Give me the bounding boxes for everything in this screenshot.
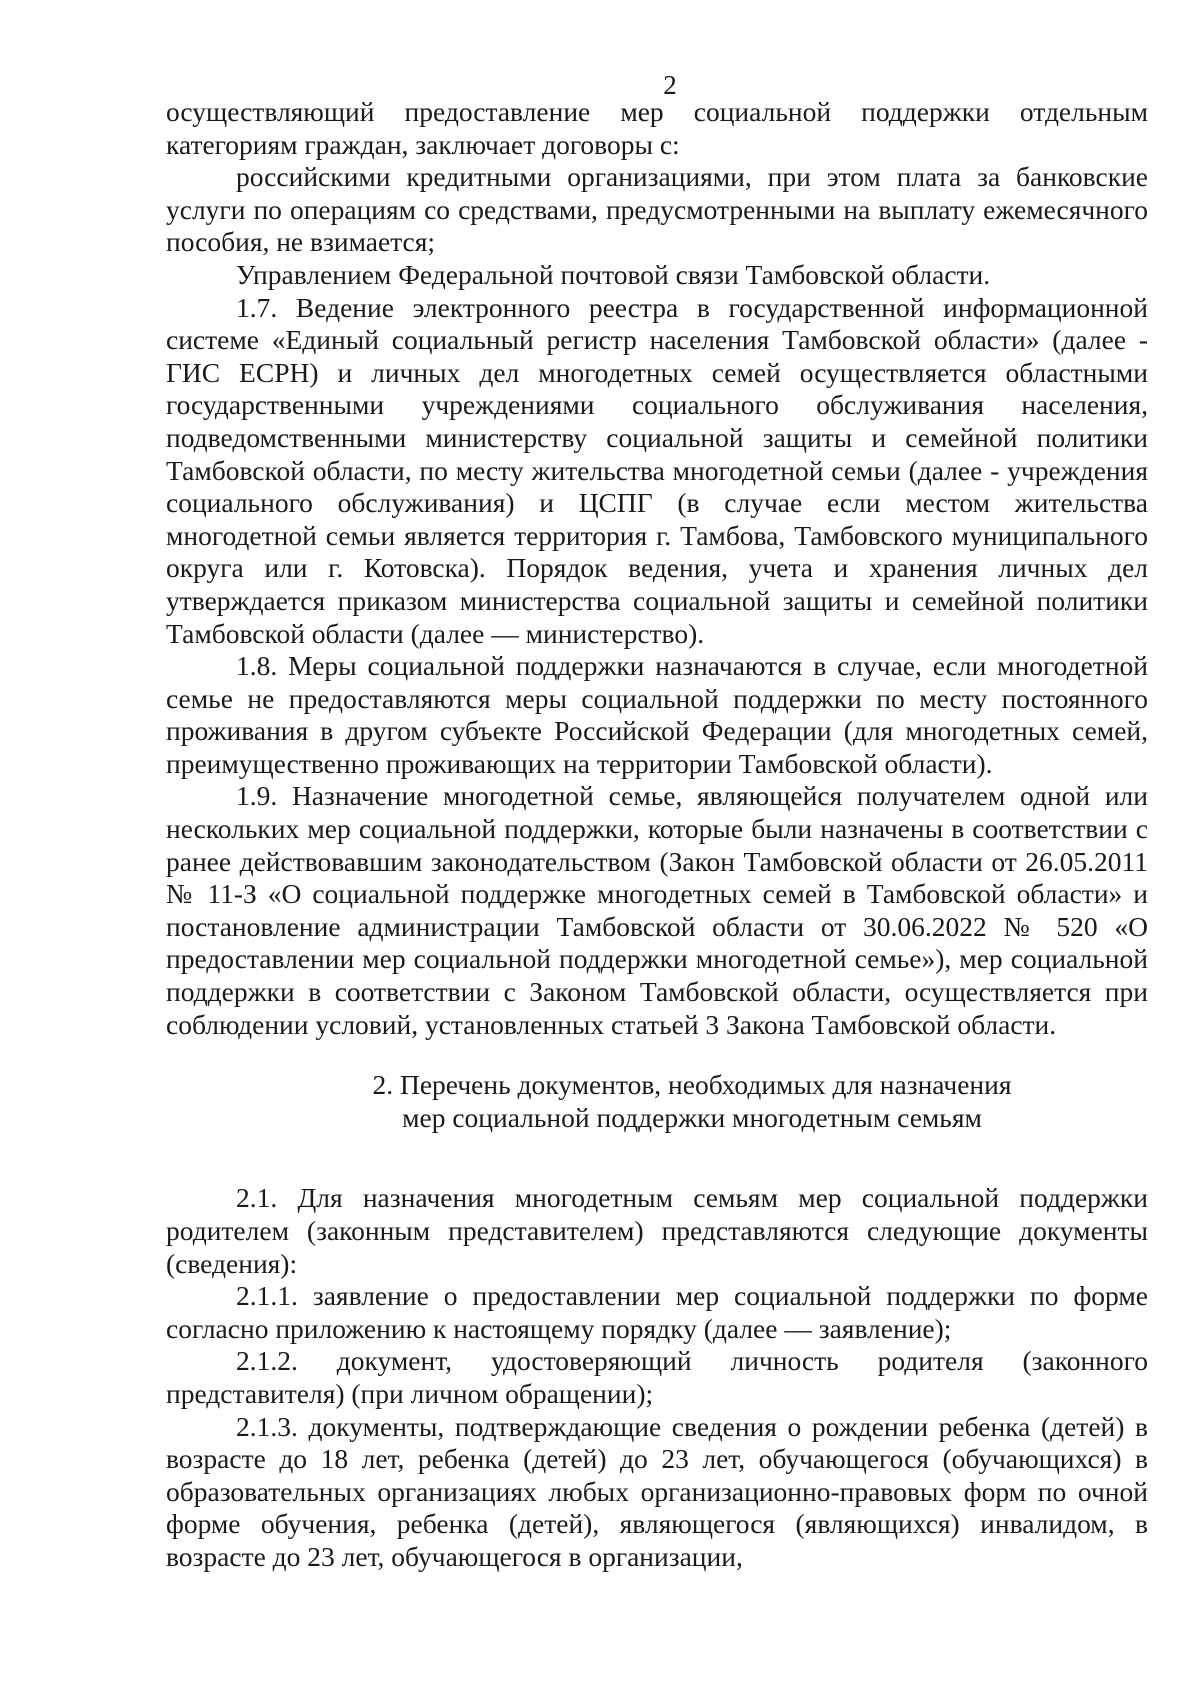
section-heading-line-2: мер социальной поддержки многодетным семьям — [402, 1101, 982, 1133]
paragraph-2-1-1: 2.1.1. заявление о предоставлении мер социальной поддержки по форме согласно приложению к настоящему порядку (далее — заявление); — [166, 1280, 1148, 1344]
section-heading — [166, 1069, 1148, 1134]
paragraph-credit-organizations: российскими кредитными организациями, при этом плата за банковские услуги по операциям со средствами, предусмотренными на выплату ежемесячного пособия, не взимается; — [166, 161, 1148, 258]
paragraph-1-9: 1.9. Назначение многодетной семье, являющейся получателем одной или нескольких мер социальной поддержки, которые были назначены в соответствии с ранее действовавшим законодательством (Закон Тамбовской области от 26.05.2011 № 11-З «О социальной поддержке многодетных семей в Тамбовской области» и постановление администрации Тамбовской области от 30.06.2022 № 520 «О предоставлении мер социальной поддержки многодетной семье»), мер социальной поддержки в соответствии с Законом Тамбовской области, осуществляется при соблюдении условий, установленных статьей 3 Закона Тамбовской области. — [166, 780, 1148, 1040]
paragraph-2-1-2: 2.1.2. документ, удостоверяющий личность родителя (законного представителя) (при личном обращении); — [166, 1345, 1148, 1409]
paragraph-1-8: 1.8. Меры социальной поддержки назначаются в случае, если многодетной семье не предоставляются меры социальной поддержки по месту постоянного проживания в другом субъекте Российской Федерации (для многодетных семей, преимущественно проживающих на территории Тамбовской области). — [166, 650, 1148, 779]
page-number: 2 — [663, 70, 677, 100]
section-heading-line-1: 2. Перечень документов, необходимых для назначения — [372, 1069, 1012, 1101]
document-body — [166, 96, 1148, 1574]
paragraph-1-7: 1.7. Ведение электронного реестра в государственной информационной системе «Единый социальный регистр населения Тамбовской области» (далее - ГИС ЕСРН) и личных дел многодетных семей осуществляется областными государственными учреждениями социального обслуживания населения, подведомственными министерству социальной защиты и семейной политики Тамбовской области, по месту жительства многодетной семьи (далее - учреждения социального обслуживания) и ЦСПГ (в случае если местом жительства многодетной семьи является территория г. Тамбова, Тамбовского муниципального округа или г. Котовска). Порядок ведения, учета и хранения личных дел утверждается приказом министерства социальной защиты и семейной политики Тамбовской области (далее — министерство). — [166, 291, 1148, 649]
paragraph-continuation: осуществляющий предоставление мер социальной поддержки отдельным категориям граждан, заключает договоры с: — [166, 96, 1148, 160]
paragraph-postal-service: Управлением Федеральной почтовой связи Тамбовской области. — [236, 258, 991, 290]
paragraph-2-1-3: 2.1.3. документы, подтверждающие сведения о рождении ребенка (детей) в возрасте до 18 лет, ребенка (детей) до 23 лет, обучающегося (обучающихся) в образовательных организациях любых организационно-правовых форм по очной форме обучения, ребенка (детей), являющегося (являющихся) инвалидом, в возрасте до 23 лет, обучающегося в организации, — [166, 1410, 1148, 1572]
paragraph-2-1: 2.1. Для назначения многодетным семьям мер социальной поддержки родителем (законным представителем) представляются следующие документы (сведения): — [166, 1182, 1148, 1279]
